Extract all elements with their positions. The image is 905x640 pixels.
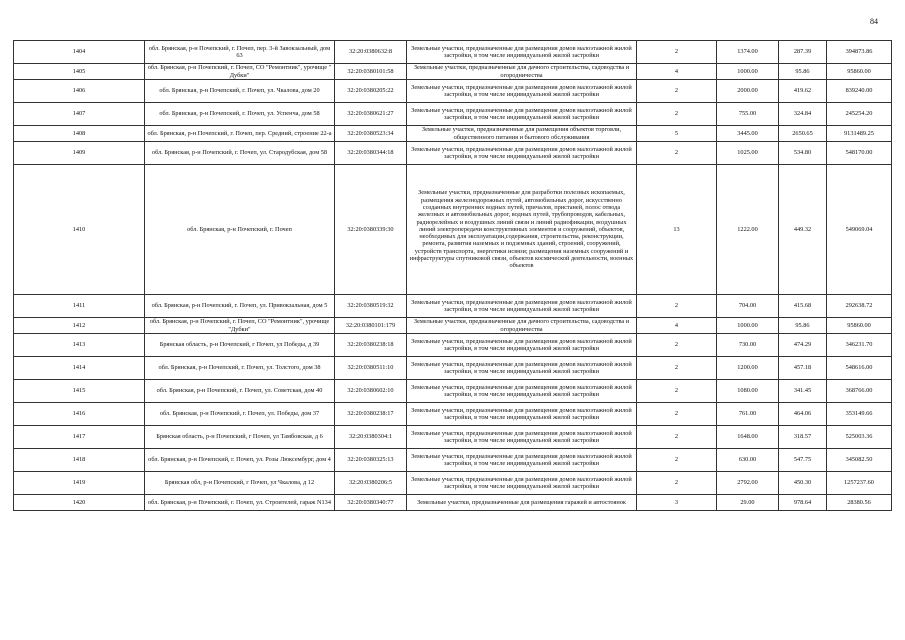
group-cell: 2 bbox=[637, 472, 717, 495]
cadastral-number-cell: 32:20:0380602:10 bbox=[335, 380, 407, 403]
area-cell: 1200.00 bbox=[717, 357, 779, 380]
area-cell: 2000.00 bbox=[717, 80, 779, 103]
land-use-cell: Земельные участки, предназначенные для размещения домов малоэтажной жилой застройки, в том числе индивидуальной жилой застройки bbox=[407, 295, 637, 318]
cadastral-value-cell: 525003.36 bbox=[827, 426, 892, 449]
cadastral-value-cell: 353149.66 bbox=[827, 403, 892, 426]
area-cell: 761.00 bbox=[717, 403, 779, 426]
cadastral-value-cell: 245254.20 bbox=[827, 103, 892, 126]
row-number-cell: 1414 bbox=[14, 357, 145, 380]
address-cell: обл. Брянская, р-н Почепский, г. Почеп, СО "Ремонтник", урочище "Дубки" bbox=[145, 318, 335, 334]
group-cell: 2 bbox=[637, 41, 717, 64]
specific-value-cell: 415.68 bbox=[779, 295, 827, 318]
row-number-cell: 1405 bbox=[14, 64, 145, 80]
land-use-cell: Земельные участки, предназначенные для размещения домов малоэтажной жилой застройки, в том числе индивидуальной жилой застройки bbox=[407, 472, 637, 495]
land-use-cell: Земельные участки, предназначенные для размещения домов малоэтажной жилой застройки, в том числе индивидуальной жилой застройки bbox=[407, 380, 637, 403]
table-row bbox=[14, 334, 892, 357]
group-cell: 13 bbox=[637, 165, 717, 295]
table-row bbox=[14, 103, 892, 126]
area-cell: 730.00 bbox=[717, 334, 779, 357]
row-number-cell: 1416 bbox=[14, 403, 145, 426]
land-use-cell: Земельные участки, предназначенные для размещения домов малоэтажной жилой застройки, в том числе индивидуальной жилой застройки bbox=[407, 334, 637, 357]
specific-value-cell: 324.84 bbox=[779, 103, 827, 126]
cadastral-number-cell: 32:20:0380519:32 bbox=[335, 295, 407, 318]
table-row bbox=[14, 64, 892, 80]
address-cell: обл. Брянская, р-н Почепский, г. Почеп, пер. Средний, строение 22-а bbox=[145, 126, 335, 142]
cadastral-number-cell: 32:20:0380238:18 bbox=[335, 334, 407, 357]
land-use-cell: Земельные участки, предназначенные для размещения домов малоэтажной жилой застройки, в том числе индивидуальной жилой застройки bbox=[407, 426, 637, 449]
cadastral-value-cell: 292638.72 bbox=[827, 295, 892, 318]
row-number-cell: 1411 bbox=[14, 295, 145, 318]
table-row bbox=[14, 41, 892, 64]
group-cell: 2 bbox=[637, 80, 717, 103]
address-cell: обл. Брянская, р-н Почепский, г. Почеп, ул. Советская, дом 40 bbox=[145, 380, 335, 403]
row-number-cell: 1408 bbox=[14, 126, 145, 142]
specific-value-cell: 978.64 bbox=[779, 495, 827, 511]
cadastral-number-cell: 32:20:0380339:30 bbox=[335, 165, 407, 295]
address-cell: обл. Брянская, р-н Почепский, г. Почеп, ул. Толстого, дом 38 bbox=[145, 357, 335, 380]
table-row bbox=[14, 449, 892, 472]
cadastral-number-cell: 32:20:0380304:1 bbox=[335, 426, 407, 449]
address-cell: Брянская область, р-н Почепский, г Почеп, ул Тамбовская, д 6 bbox=[145, 426, 335, 449]
address-cell: обл. Брянская, р-н Почепский, г. Почеп, ул. Розы Люксембург, дом 4 bbox=[145, 449, 335, 472]
row-number-cell: 1410 bbox=[14, 165, 145, 295]
cadastral-value-cell: 548616.00 bbox=[827, 357, 892, 380]
address-cell: обл. Брянская, р-н Почепский, г. Почеп, ул. Чкалова, дом 20 bbox=[145, 80, 335, 103]
land-use-cell: Земельные участки, предназначенные для размещения домов малоэтажной жилой застройки, в том числе индивидуальной жилой застройки bbox=[407, 449, 637, 472]
land-use-cell: Земельные участки, предназначенные для разработки полезных ископаемых, размещения железнодорожных путей, автомобильных дорог, искусственно созданных внутренних водных путей, причалов, пристаней, полос отвода железных и автомобильных дорог, водных путей, трубопроводов, кабельных, радиорелейных и воздушных линий связи и линий радиофикации, воздушных линий электропередачи конструктивных элементов и сооружений, объектов, необходимых для эксплуатации,содержания, строительства, реконструкции, ремонта, развития наземных и подземных зданий, строений, сооружений, устройств транспорта, энергетики исвязи; размещения наземных сооружений и инфраструктуры спутниковой связи, объектов космической деятельности, военных объектов bbox=[407, 165, 637, 295]
row-number-cell: 1415 bbox=[14, 380, 145, 403]
cadastral-value-cell: 95860.00 bbox=[827, 64, 892, 80]
cadastral-value-cell: 549069.04 bbox=[827, 165, 892, 295]
cadastral-number-cell: 32:20:0380621:27 bbox=[335, 103, 407, 126]
cadastral-number-cell: 32:20:0380344:18 bbox=[335, 142, 407, 165]
land-use-cell: Земельные участки, предназначенные для дачного строительства, садоводства и огородничества bbox=[407, 64, 637, 80]
row-number-cell: 1420 bbox=[14, 495, 145, 511]
row-number-cell: 1409 bbox=[14, 142, 145, 165]
cadastral-number-cell: 32:20:0380523:34 bbox=[335, 126, 407, 142]
cadastral-value-cell: 1257237.60 bbox=[827, 472, 892, 495]
row-number-cell: 1407 bbox=[14, 103, 145, 126]
row-number-cell: 1418 bbox=[14, 449, 145, 472]
address-cell: Брянская область, р-н Почепский, г Почеп, ул Победы, д 39 bbox=[145, 334, 335, 357]
row-number-cell: 1413 bbox=[14, 334, 145, 357]
area-cell: 2792.00 bbox=[717, 472, 779, 495]
cadastral-value-cell: 394873.86 bbox=[827, 41, 892, 64]
group-cell: 2 bbox=[637, 380, 717, 403]
address-cell: обл. Брянская, р-н Почепский, г. Почеп, ул. Успенча, дом 58 bbox=[145, 103, 335, 126]
specific-value-cell: 95.86 bbox=[779, 318, 827, 334]
land-use-cell: Земельные участки, предназначенные для размещения объектов торговли, общественного питания и бытового обслуживания bbox=[407, 126, 637, 142]
group-cell: 4 bbox=[637, 64, 717, 80]
land-use-cell: Земельные участки, предназначенные для размещения домов малоэтажной жилой застройки, в том числе индивидуальной жилой застройки bbox=[407, 103, 637, 126]
area-cell: 1000.00 bbox=[717, 64, 779, 80]
area-cell: 1374.00 bbox=[717, 41, 779, 64]
address-cell: обл. Брянская, р-н Почепский, г. Почеп, ул. Стародубская, дом 58 bbox=[145, 142, 335, 165]
cadastral-value-cell: 28380.56 bbox=[827, 495, 892, 511]
area-cell: 755.00 bbox=[717, 103, 779, 126]
area-cell: 704.00 bbox=[717, 295, 779, 318]
table-row bbox=[14, 165, 892, 295]
row-number-cell: 1404 bbox=[14, 41, 145, 64]
row-number-cell: 1406 bbox=[14, 80, 145, 103]
specific-value-cell: 547.75 bbox=[779, 449, 827, 472]
table-row bbox=[14, 318, 892, 334]
land-use-cell: Земельные участки, предназначенные для размещения гаражей и автостоянок bbox=[407, 495, 637, 511]
specific-value-cell: 318.57 bbox=[779, 426, 827, 449]
address-cell: обл. Брянская, р-н Почепский, г. Почеп, ул. Привокзальная, дом 5 bbox=[145, 295, 335, 318]
cadastral-value-cell: 368766.00 bbox=[827, 380, 892, 403]
area-cell: 630.00 bbox=[717, 449, 779, 472]
area-cell: 1648.00 bbox=[717, 426, 779, 449]
address-cell: обл. Брянская, р-н Почепский, г. Почеп, СО "Ремонтник", урочище " Дубки" bbox=[145, 64, 335, 80]
land-use-cell: Земельные участки, предназначенные для размещения домов малоэтажной жилой застройки, в том числе индивидуальной жилой застройки bbox=[407, 142, 637, 165]
table-row bbox=[14, 426, 892, 449]
cadastral-number-cell: 32:20:0380205:22 bbox=[335, 80, 407, 103]
area-cell: 3445.00 bbox=[717, 126, 779, 142]
specific-value-cell: 2650.65 bbox=[779, 126, 827, 142]
table-row bbox=[14, 126, 892, 142]
specific-value-cell: 419.62 bbox=[779, 80, 827, 103]
group-cell: 2 bbox=[637, 142, 717, 165]
land-use-cell: Земельные участки, предназначенные для размещения домов малоэтажной жилой застройки, в том числе индивидуальной жилой застройки bbox=[407, 41, 637, 64]
cadastral-number-cell: 32:20:0380325:13 bbox=[335, 449, 407, 472]
cadastral-number-cell: 32:20:0380101:58 bbox=[335, 64, 407, 80]
land-use-cell: Земельные участки, предназначенные для размещения домов малоэтажной жилой застройки, в том числе индивидуальной жилой застройки bbox=[407, 357, 637, 380]
row-number-cell: 1419 bbox=[14, 472, 145, 495]
cadastral-number-cell: 32:20:0380511:10 bbox=[335, 357, 407, 380]
specific-value-cell: 341.45 bbox=[779, 380, 827, 403]
table-row bbox=[14, 380, 892, 403]
address-cell: обл. Брянская, р-н Почепский, г. Почеп bbox=[145, 165, 335, 295]
row-number-cell: 1412 bbox=[14, 318, 145, 334]
specific-value-cell: 449.32 bbox=[779, 165, 827, 295]
land-use-cell: Земельные участки, предназначенные для размещения домов малоэтажной жилой застройки, в том числе индивидуальной жилой застройки bbox=[407, 403, 637, 426]
specific-value-cell: 534.80 bbox=[779, 142, 827, 165]
cadastral-value-cell: 346231.70 bbox=[827, 334, 892, 357]
cadastral-number-cell: 32:20:0380632:8 bbox=[335, 41, 407, 64]
land-use-cell: Земельные участки, предназначенные для размещения домов малоэтажной жилой застройки, в том числе индивидуальной жилой застройки bbox=[407, 80, 637, 103]
land-use-cell: Земельные участки, предназначенные для дачного строительства, садоводства и огородничества bbox=[407, 318, 637, 334]
cadastral-value-cell: 548170.00 bbox=[827, 142, 892, 165]
area-cell: 1080.00 bbox=[717, 380, 779, 403]
specific-value-cell: 95.86 bbox=[779, 64, 827, 80]
cadastral-value-cell: 839240.00 bbox=[827, 80, 892, 103]
group-cell: 4 bbox=[637, 318, 717, 334]
address-cell: Брянская обл, р-н Почепский, г Почеп, ул Чкалова, д 12 bbox=[145, 472, 335, 495]
table-row bbox=[14, 295, 892, 318]
cadastral-value-cell: 9131489.25 bbox=[827, 126, 892, 142]
cadastral-value-cell: 95860.00 bbox=[827, 318, 892, 334]
group-cell: 2 bbox=[637, 295, 717, 318]
cadastral-number-cell: 32:20:0380206:5 bbox=[335, 472, 407, 495]
area-cell: 29.00 bbox=[717, 495, 779, 511]
table-row bbox=[14, 357, 892, 380]
specific-value-cell: 464.06 bbox=[779, 403, 827, 426]
group-cell: 2 bbox=[637, 426, 717, 449]
table-row bbox=[14, 472, 892, 495]
group-cell: 2 bbox=[637, 334, 717, 357]
table-row bbox=[14, 495, 892, 511]
area-cell: 1000.00 bbox=[717, 318, 779, 334]
page-number: 84 bbox=[870, 17, 878, 26]
group-cell: 2 bbox=[637, 403, 717, 426]
specific-value-cell: 457.18 bbox=[779, 357, 827, 380]
cadastral-number-cell: 32:20:0380340:77 bbox=[335, 495, 407, 511]
table-row bbox=[14, 80, 892, 103]
address-cell: обл. Брянская, р-н Почепский, г. Почеп, ул. Строителей, гараж N134 bbox=[145, 495, 335, 511]
area-cell: 1222.00 bbox=[717, 165, 779, 295]
group-cell: 2 bbox=[637, 449, 717, 472]
cadastral-number-cell: 32:20:0380101:179 bbox=[335, 318, 407, 334]
address-cell: обл. Брянская, р-н Почепский, г. Почеп, ул. Победы, дом 37 bbox=[145, 403, 335, 426]
table-body bbox=[14, 41, 892, 511]
address-cell: обл. Брянская, р-н Почепский, г. Почеп, пер. 3-й Завокзальный, дом 63 bbox=[145, 41, 335, 64]
area-cell: 1025.00 bbox=[717, 142, 779, 165]
table-row bbox=[14, 142, 892, 165]
group-cell: 2 bbox=[637, 357, 717, 380]
cadastral-number-cell: 32:20:0380238:17 bbox=[335, 403, 407, 426]
cadastral-value-cell: 345082.50 bbox=[827, 449, 892, 472]
specific-value-cell: 474.29 bbox=[779, 334, 827, 357]
table-row bbox=[14, 403, 892, 426]
group-cell: 5 bbox=[637, 126, 717, 142]
cadastral-value-table bbox=[13, 40, 892, 511]
specific-value-cell: 450.30 bbox=[779, 472, 827, 495]
group-cell: 2 bbox=[637, 103, 717, 126]
specific-value-cell: 287.39 bbox=[779, 41, 827, 64]
row-number-cell: 1417 bbox=[14, 426, 145, 449]
group-cell: 3 bbox=[637, 495, 717, 511]
